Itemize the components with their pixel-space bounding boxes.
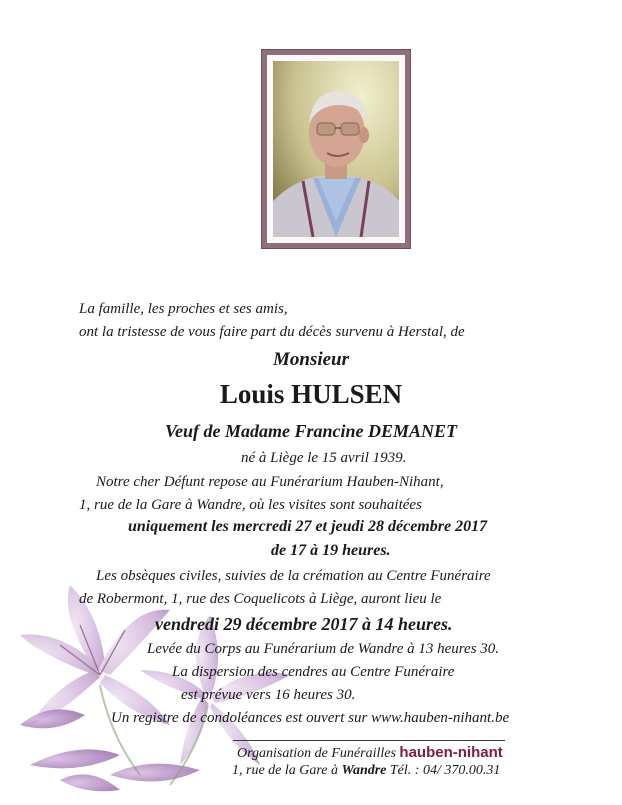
address-line xyxy=(232,763,500,779)
intro-line-1: La famille, les proches et ses amis, xyxy=(79,301,288,317)
ceremony-line-2: de Robermont, 1, rue des Coquelicots à Liège, auront lieu le xyxy=(79,591,442,607)
condolences-line: Un registre de condoléances est ouvert sur www.hauben-nihant.be xyxy=(111,710,510,726)
deceased-name: Louis HULSEN xyxy=(219,379,403,409)
visitation-dates: uniquement les mercredi 27 et jeudi 28 décembre 2017 xyxy=(128,518,488,535)
visitation-line-1: Notre cher Défunt repose au Funérarium Hauben-Nihant, xyxy=(96,474,444,490)
phone-number: Tél. : 04/ 370.00.31 xyxy=(389,763,501,778)
address-prefix: 1, rue de la Gare à xyxy=(232,763,339,778)
organizer-line xyxy=(237,744,503,762)
title-monsieur: Monsieur xyxy=(272,349,350,370)
ceremony-date: vendredi 29 décembre 2017 à 14 heures. xyxy=(155,614,453,634)
birth-line: né à Liège le 15 avril 1939. xyxy=(241,450,407,466)
portrait-mat xyxy=(267,55,405,243)
portrait-illustration xyxy=(273,61,399,237)
footer-divider xyxy=(233,740,505,741)
address-city: Wandre xyxy=(341,763,387,778)
visitation-line-2: 1, rue de la Gare à Wandre, où les visites sont souhaitées xyxy=(79,497,422,513)
ceremony-line-3: Levée du Corps au Funérarium de Wandre à 13 heures 30. xyxy=(147,641,500,657)
ceremony-line-1: Les obsèques civiles, suivies de la crémation au Centre Funéraire xyxy=(96,568,491,584)
portrait-frame xyxy=(262,50,410,248)
organizer-label: Organisation de Funérailles xyxy=(237,746,396,761)
intro-line-2: ont la tristesse de vous faire part du décès survenu à Herstal, de xyxy=(79,324,465,340)
ceremony-line-5: est prévue vers 16 heures 30. xyxy=(181,687,356,703)
portrait-photo xyxy=(273,61,399,237)
brand-logo: hauben-nihant xyxy=(399,744,503,761)
visitation-hours: de 17 à 19 heures. xyxy=(271,542,391,559)
spouse-line: Veuf de Madame Francine DEMANET xyxy=(164,421,458,441)
ceremony-line-4: La dispersion des cendres au Centre Funéraire xyxy=(172,664,455,680)
